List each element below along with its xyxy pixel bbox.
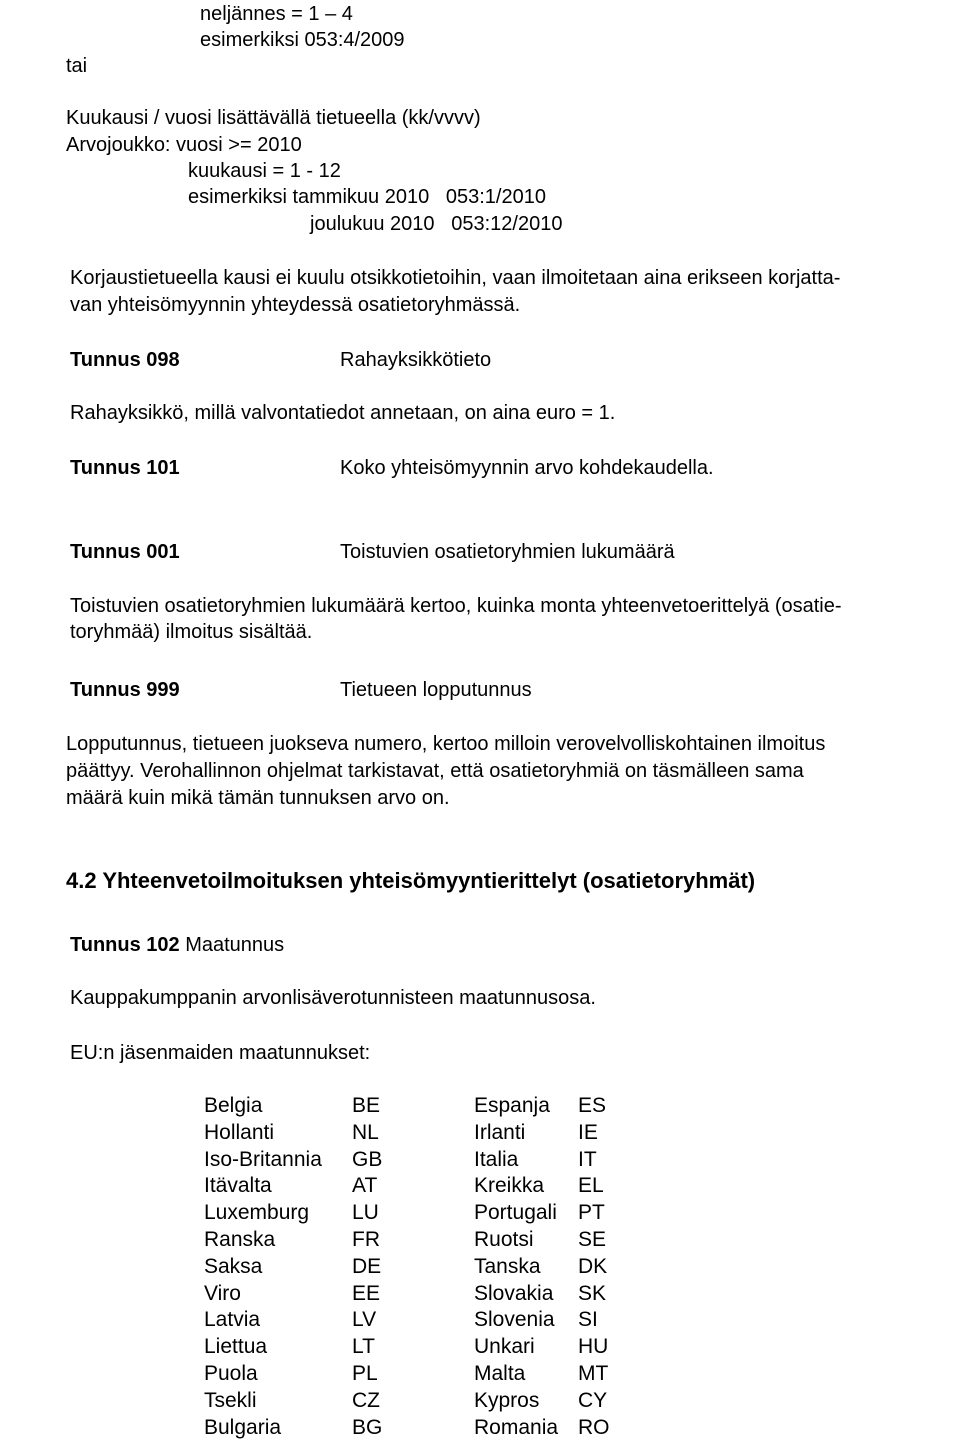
- country-code: BG: [352, 1416, 383, 1439]
- country-code: AT: [352, 1174, 378, 1197]
- country-name-2: Tanska: [474, 1255, 541, 1278]
- country-name-2: Espanja: [474, 1094, 550, 1117]
- country-code-2: SK: [578, 1282, 607, 1305]
- month-block-title: Kuukausi / vuosi lisättävällä tietueella (kk/vvvv): [66, 107, 481, 129]
- country-code-2: EL: [578, 1174, 604, 1197]
- country-code: EE: [352, 1282, 381, 1305]
- country-code-2: HU: [578, 1335, 609, 1358]
- country-name: Ranska: [204, 1228, 276, 1251]
- country-name: Viro: [204, 1282, 241, 1305]
- country-code-2: MT: [578, 1362, 609, 1385]
- country-name-2: Romania: [474, 1416, 559, 1439]
- field-001-code: Tunnus 001: [70, 541, 180, 563]
- country-code-2: PT: [578, 1201, 605, 1224]
- end-text-line-1: Lopputunnus, tietueen juokseva numero, kertoo milloin verovelvolliskohtainen ilmoitus: [66, 733, 826, 755]
- field-999-code: Tunnus 999: [70, 679, 180, 701]
- field-001-name: Toistuvien osatietoryhmien lukumäärä: [340, 541, 675, 563]
- or-text: tai: [66, 55, 88, 77]
- month-example-january: esimerkiksi tammikuu 2010 053:1/2010: [188, 186, 546, 208]
- field-098-code: Tunnus 098: [70, 349, 180, 371]
- field-101-name: Koko yhteisömyynnin arvo kohdekaudella.: [340, 457, 714, 479]
- country-name: Hollanti: [204, 1121, 275, 1144]
- country-code-2: CY: [578, 1389, 608, 1412]
- country-code-2: SE: [578, 1228, 607, 1251]
- country-code: NL: [352, 1121, 379, 1144]
- country-name-2: Kypros: [474, 1389, 540, 1412]
- country-name: Tsekli: [204, 1389, 257, 1412]
- section-title: Yhteenvetoilmoituksen yhteisömyyntierittelyt (osatietoryhmät): [102, 868, 756, 893]
- country-code-2: IT: [578, 1148, 597, 1171]
- country-code: FR: [352, 1228, 380, 1251]
- country-name-2: Slovakia: [474, 1282, 554, 1305]
- eu-codes-title: EU:n jäsenmaiden maatunnukset:: [70, 1042, 371, 1064]
- field-999-name: Tietueen lopputunnus: [340, 679, 532, 701]
- country-code: CZ: [352, 1389, 380, 1412]
- field-101-code: Tunnus 101: [70, 457, 180, 479]
- month-range: kuukausi = 1 - 12: [188, 160, 341, 182]
- repeat-text-line-1: Toistuvien osatietoryhmien lukumäärä kertoo, kuinka monta yhteenvetoerittelyä (osatie-: [70, 595, 842, 617]
- country-name-2: Ruotsi: [474, 1228, 534, 1251]
- field-098-name: Rahayksikkötieto: [340, 349, 492, 371]
- correction-text-line-2: van yhteisömyynnin yhteydessä osatietoryhmässä.: [70, 294, 521, 316]
- country-code: LT: [352, 1335, 375, 1358]
- country-code: GB: [352, 1148, 383, 1171]
- field-102: [70, 933, 284, 957]
- field-102-code: Tunnus 102: [70, 934, 180, 956]
- country-name-2: Irlanti: [474, 1121, 526, 1144]
- country-name: Latvia: [204, 1308, 261, 1331]
- country-code: LV: [352, 1308, 377, 1331]
- correction-text-line-1: Korjaustietueella kausi ei kuulu otsikkotietoihin, vaan ilmoitetaan aina erikseen korjatta-: [70, 267, 841, 289]
- repeat-text-line-2: toryhmää) ilmoitus sisältää.: [70, 621, 313, 643]
- section-heading: [66, 869, 755, 893]
- country-code: PL: [352, 1362, 378, 1385]
- country-code: DE: [352, 1255, 382, 1278]
- country-code-2: DK: [578, 1255, 608, 1278]
- country-text: Kauppakumppanin arvonlisäverotunnisteen maatunnusosa.: [70, 987, 596, 1009]
- country-name: Puola: [204, 1362, 258, 1385]
- country-code: BE: [352, 1094, 381, 1117]
- country-name: Saksa: [204, 1255, 263, 1278]
- country-name: Iso-Britannia: [204, 1148, 322, 1171]
- country-code-2: IE: [578, 1121, 598, 1144]
- country-name: Itävalta: [204, 1174, 272, 1197]
- country-name-2: Italia: [474, 1148, 519, 1171]
- country-name-2: Malta: [474, 1362, 526, 1385]
- country-code-2: SI: [578, 1308, 598, 1331]
- end-text-line-3: määrä kuin mikä tämän tunnuksen arvo on.: [66, 787, 450, 809]
- currency-text: Rahayksikkö, millä valvontatiedot annetaan, on aina euro = 1.: [70, 402, 616, 424]
- section-number: 4.2: [66, 868, 97, 893]
- end-text-line-2: päättyy. Verohallinnon ohjelmat tarkistavat, että osatietoryhmiä on täsmälleen sama: [66, 760, 804, 782]
- country-name: Luxemburg: [204, 1201, 310, 1224]
- country-name: Liettua: [204, 1335, 268, 1358]
- field-102-name: Maatunnus: [185, 934, 285, 956]
- country-code: LU: [352, 1201, 379, 1224]
- country-name-2: Portugali: [474, 1201, 557, 1224]
- country-name-2: Unkari: [474, 1335, 535, 1358]
- quarter-range-text: neljännes = 1 – 4: [200, 3, 353, 25]
- month-example-december: joulukuu 2010 053:12/2010: [310, 213, 563, 235]
- country-name-2: Kreikka: [474, 1174, 545, 1197]
- country-code-2: RO: [578, 1416, 610, 1439]
- month-value-set: Arvojoukko: vuosi >= 2010: [66, 134, 302, 156]
- country-name: Bulgaria: [204, 1416, 282, 1439]
- country-code-2: ES: [578, 1094, 607, 1117]
- quarter-example-text: esimerkiksi 053:4/2009: [200, 29, 405, 51]
- country-name: Belgia: [204, 1094, 263, 1117]
- country-name-2: Slovenia: [474, 1308, 555, 1331]
